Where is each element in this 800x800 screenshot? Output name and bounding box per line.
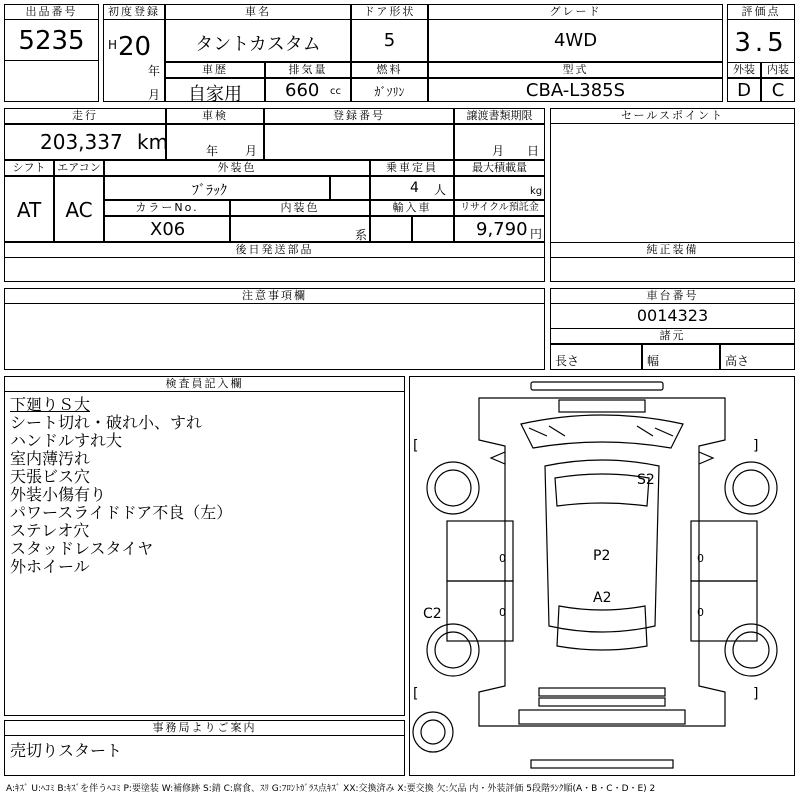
ac-value: AC — [65, 198, 93, 222]
damage-mark-a2: A2 — [593, 590, 612, 606]
inspector-note: 天張ビス穴 — [10, 467, 91, 486]
inspector-note: パワースライドドア不良（左） — [10, 503, 233, 522]
later-parts-label: 後日発送部品 — [4, 242, 545, 258]
dimensions-label: 諸元 — [550, 328, 795, 344]
fuel-value: ｶﾞｿﾘﾝ — [374, 85, 405, 99]
lot-number-label: 出品番号 — [4, 4, 99, 20]
model-value: CBA-L385S — [525, 80, 626, 101]
inspector-note: シート切れ・破れ小、すれ — [10, 413, 203, 432]
inspector-note: ステレオ穴 — [10, 521, 90, 540]
recycle-value: 9,790 — [476, 219, 528, 240]
inspector-note: 下廻りＳ大 — [10, 395, 91, 414]
chassis-number: 0014323 — [636, 306, 709, 325]
import-cell-a — [370, 216, 412, 242]
bracket-left-top: [ — [413, 438, 419, 454]
max-load-unit: kg — [530, 186, 543, 197]
zero-mark: 0 — [499, 552, 506, 565]
genuine-equipment-label: 純正装備 — [550, 242, 795, 258]
score-label: 評価点 — [727, 4, 795, 20]
recycle-label: リサイクル預託金 — [454, 200, 545, 216]
bracket-left-bottom: [ — [413, 686, 419, 702]
interior-color-label: 内装色 — [230, 200, 370, 216]
ac-label: エアコン — [54, 160, 104, 176]
exterior-color-label: 外装色 — [104, 160, 370, 176]
registration-year: 20 — [118, 32, 152, 62]
inspector-note: 外装小傷有り — [10, 485, 107, 504]
displacement-value: 660 — [285, 80, 320, 101]
inspector-notes — [10, 396, 400, 576]
import-cell-b — [412, 216, 454, 242]
lot-number: 5235 — [18, 26, 85, 56]
office-note: 売切りスタート — [10, 741, 123, 760]
zero-mark: 0 — [697, 552, 704, 565]
month-unit: 月 — [148, 88, 161, 102]
inspection-label: 車検 — [166, 108, 264, 124]
mileage-label: 走行 — [4, 108, 166, 124]
mileage-value: 203,337 — [40, 130, 123, 154]
mileage-unit: km — [137, 130, 169, 154]
color-number-value: X06 — [150, 219, 186, 240]
history-value: 自家用 — [188, 84, 242, 105]
transfer-day-unit: 日 — [527, 144, 540, 158]
era-label: H — [108, 38, 118, 52]
exterior-color-spare-cell — [330, 176, 370, 200]
zero-mark: 0 — [697, 606, 704, 619]
first-registration-label: 初度登録 — [103, 4, 165, 20]
inspector-note: 外ホイール — [10, 557, 90, 576]
interior-color-cell — [230, 216, 370, 242]
height-label: 高さ — [725, 354, 750, 368]
damage-mark-c2: C2 — [423, 606, 442, 622]
capacity-unit: 人 — [434, 183, 447, 197]
model-label: 型式 — [428, 62, 723, 78]
displacement-label: 排気量 — [265, 62, 351, 78]
sales-point-label: セールスポイント — [550, 108, 795, 124]
interior-grade-label: 内装 — [761, 62, 795, 78]
inspector-note: ハンドルすれ大 — [10, 431, 123, 450]
inspection-year-unit: 年 — [206, 144, 219, 158]
recycle-unit: 円 — [530, 227, 543, 241]
import-label: 輸入車 — [370, 200, 454, 216]
transfer-month-unit: 月 — [492, 144, 505, 158]
vehicle-name: タントカスタム — [195, 34, 321, 55]
registration-number-cell — [264, 124, 454, 160]
zero-mark: 0 — [499, 606, 506, 619]
office-label: 事務局よりご案内 — [4, 720, 405, 736]
caution-label: 注意事項欄 — [4, 288, 545, 304]
grade-label: グレード — [428, 4, 723, 20]
legend-text: A:ｷｽﾞ U:ﾍｺﾐ B:ｷｽﾞを伴うﾍｺﾐ P:要塗装 W:補修跡 S:錆 C:腐食、ｽﾘ G:ﾌﾛﾝﾄｶﾞﾗｽ点ｷｽﾞ XX:交換済み X:要交換 欠:欠品 内・外装評価 5段階ﾗﾝｸ順(A・B・C・D・E) 2 — [6, 784, 656, 794]
year-unit: 年 — [148, 64, 161, 78]
door-label: ドア形状 — [351, 4, 428, 20]
width-label: 幅 — [647, 354, 660, 368]
color-number-label: カラーNo. — [104, 200, 230, 216]
grade-value: 4WD — [553, 30, 598, 51]
shift-label: シフト — [4, 160, 54, 176]
vehicle-name-label: 車名 — [165, 4, 351, 20]
exterior-color-value: ﾌﾞﾗｯｸ — [192, 183, 227, 199]
door-value: 5 — [383, 30, 396, 51]
inspector-note: スタッドレスタイヤ — [10, 539, 154, 558]
history-label: 車歴 — [165, 62, 265, 78]
damage-mark-p2: P2 — [593, 548, 611, 564]
lot-number-divider — [4, 60, 99, 102]
transfer-doc-label: 譲渡書類期限 — [454, 108, 545, 124]
bracket-right-top: ] — [753, 438, 759, 454]
chassis-label: 車台番号 — [550, 288, 795, 304]
interior-color-unit: 系 — [355, 228, 368, 242]
car-diagram — [409, 376, 795, 776]
shift-value: AT — [16, 198, 42, 222]
length-label: 長さ — [555, 354, 580, 368]
max-load-label: 最大積載量 — [454, 160, 545, 176]
capacity-label: 乗車定員 — [370, 160, 454, 176]
registration-number-label: 登録番号 — [264, 108, 454, 124]
score-value: 3.5 — [734, 28, 788, 58]
inspector-note: 室内薄汚れ — [10, 449, 91, 468]
damage-mark-s2: S2 — [637, 472, 655, 488]
displacement-unit: cc — [330, 86, 341, 97]
capacity-value: 4 — [410, 180, 419, 196]
exterior-grade: D — [737, 80, 751, 101]
inspection-month-unit: 月 — [245, 144, 258, 158]
exterior-grade-label: 外装 — [727, 62, 761, 78]
interior-grade: C — [771, 80, 785, 101]
fuel-label: 燃料 — [351, 62, 428, 78]
inspector-label: 検査員記入欄 — [4, 376, 405, 392]
bracket-right-bottom: ] — [753, 686, 759, 702]
